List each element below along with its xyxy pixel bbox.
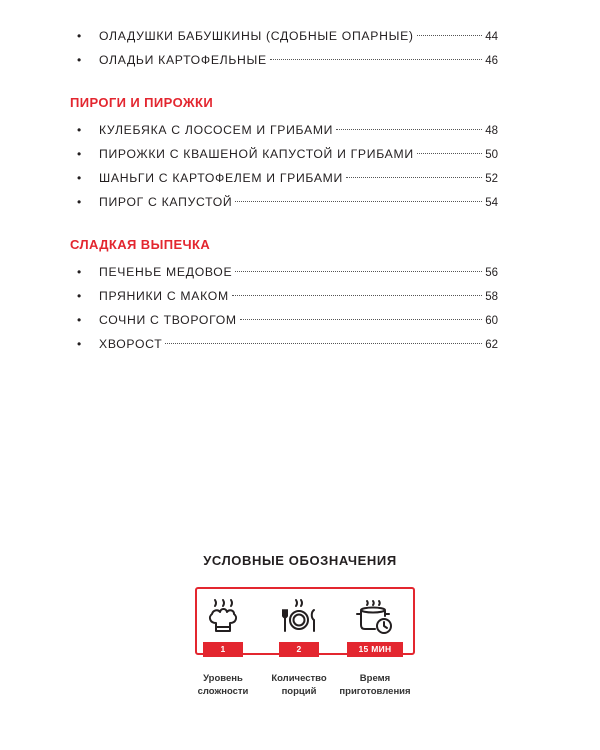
toc-item-page: 44: [485, 31, 498, 43]
toc-item[interactable]: [70, 166, 498, 190]
toc-item-page: 48: [485, 125, 498, 137]
legend-label: [183, 672, 263, 698]
toc-item[interactable]: [70, 332, 498, 356]
bullet: •: [77, 289, 82, 303]
dot-leader: [235, 271, 482, 272]
toc-item-page: 46: [485, 55, 498, 67]
toc-item-title: ХВОРОСТ: [99, 337, 163, 351]
dot-leader: [232, 295, 482, 296]
toc-item[interactable]: [70, 308, 498, 332]
cooking-pot-timer-icon: [355, 597, 395, 637]
toc-item-page: 56: [485, 267, 498, 279]
table-of-contents: [70, 24, 498, 378]
toc-item-title: КУЛЕБЯКА С ЛОСОСЕМ И ГРИБАМИ: [99, 123, 334, 137]
toc-item-title: ШАНЬГИ С КАРТОФЕЛЕМ И ГРИБАМИ: [99, 171, 343, 185]
toc-item-page: 58: [485, 291, 498, 303]
dot-leader: [336, 129, 482, 130]
bullet: •: [77, 53, 82, 67]
legend-badge: 15 МИН: [347, 642, 403, 657]
dot-leader: [165, 343, 482, 344]
toc-item-title: ПЕЧЕНЬЕ МЕДОВОЕ: [99, 265, 233, 279]
toc-item[interactable]: [70, 118, 498, 142]
toc-item[interactable]: [70, 48, 498, 72]
toc-item-page: 50: [485, 149, 498, 161]
bullet: •: [77, 337, 82, 351]
toc-item[interactable]: [70, 142, 498, 166]
legend-badge: 2: [279, 642, 319, 657]
toc-item-title: ОЛАДУШКИ БАБУШКИНЫ (СДОБНЫЕ ОПАРНЫЕ): [99, 29, 414, 43]
legend-label: [259, 672, 339, 698]
section-title: ПИРОГИ И ПИРОЖКИ: [70, 95, 214, 110]
toc-item-title: ПИРОЖКИ С КВАШЕНОЙ КАПУСТОЙ И ГРИБАМИ: [99, 147, 414, 161]
bullet: •: [77, 123, 82, 137]
toc-continued: [70, 24, 498, 72]
dot-leader: [235, 201, 482, 202]
bullet: •: [77, 29, 82, 43]
toc-item-title: ПРЯНИКИ С МАКОМ: [99, 289, 229, 303]
legend-badge: 1: [203, 642, 243, 657]
section-title: СЛАДКАЯ ВЫПЕЧКА: [70, 237, 211, 252]
dot-leader: [270, 59, 482, 60]
toc-item-page: 54: [485, 197, 498, 209]
bullet: •: [77, 171, 82, 185]
legend-label-line: Время: [359, 673, 391, 684]
bullet: •: [77, 147, 82, 161]
legend-label-line: сложности: [197, 686, 249, 697]
dot-leader: [240, 319, 482, 320]
toc-item[interactable]: [70, 24, 498, 48]
bullet: •: [77, 265, 82, 279]
dot-leader: [417, 153, 482, 154]
legend-label-line: приготовления: [339, 686, 411, 697]
dot-leader: [417, 35, 483, 36]
legend-label-line: порций: [281, 686, 317, 697]
toc-item-title: ОЛАДЬИ КАРТОФЕЛЬНЫЕ: [99, 53, 267, 67]
legend-label-line: Количество: [271, 673, 327, 684]
toc-item-page: 62: [485, 339, 498, 351]
legend-label: [335, 672, 415, 698]
toc-section-sweet-baking: [70, 236, 498, 356]
bullet: •: [77, 195, 82, 209]
chef-hat-icon: [203, 597, 243, 637]
toc-item[interactable]: [70, 190, 498, 214]
toc-item[interactable]: [70, 284, 498, 308]
toc-item-title: ПИРОГ С КАПУСТОЙ: [99, 195, 233, 209]
toc-item[interactable]: [70, 260, 498, 284]
legend-label-line: Уровень: [203, 673, 243, 684]
toc-item-page: 52: [485, 173, 498, 185]
toc-section-pies: [70, 94, 498, 214]
toc-item-page: 60: [485, 315, 498, 327]
toc-item-title: СОЧНИ С ТВОРОГОМ: [99, 313, 237, 327]
bullet: •: [77, 313, 82, 327]
dot-leader: [346, 177, 482, 178]
plate-cutlery-icon: [279, 597, 319, 637]
legend-title: УСЛОВНЫЕ ОБОЗНАЧЕНИЯ: [203, 553, 397, 568]
